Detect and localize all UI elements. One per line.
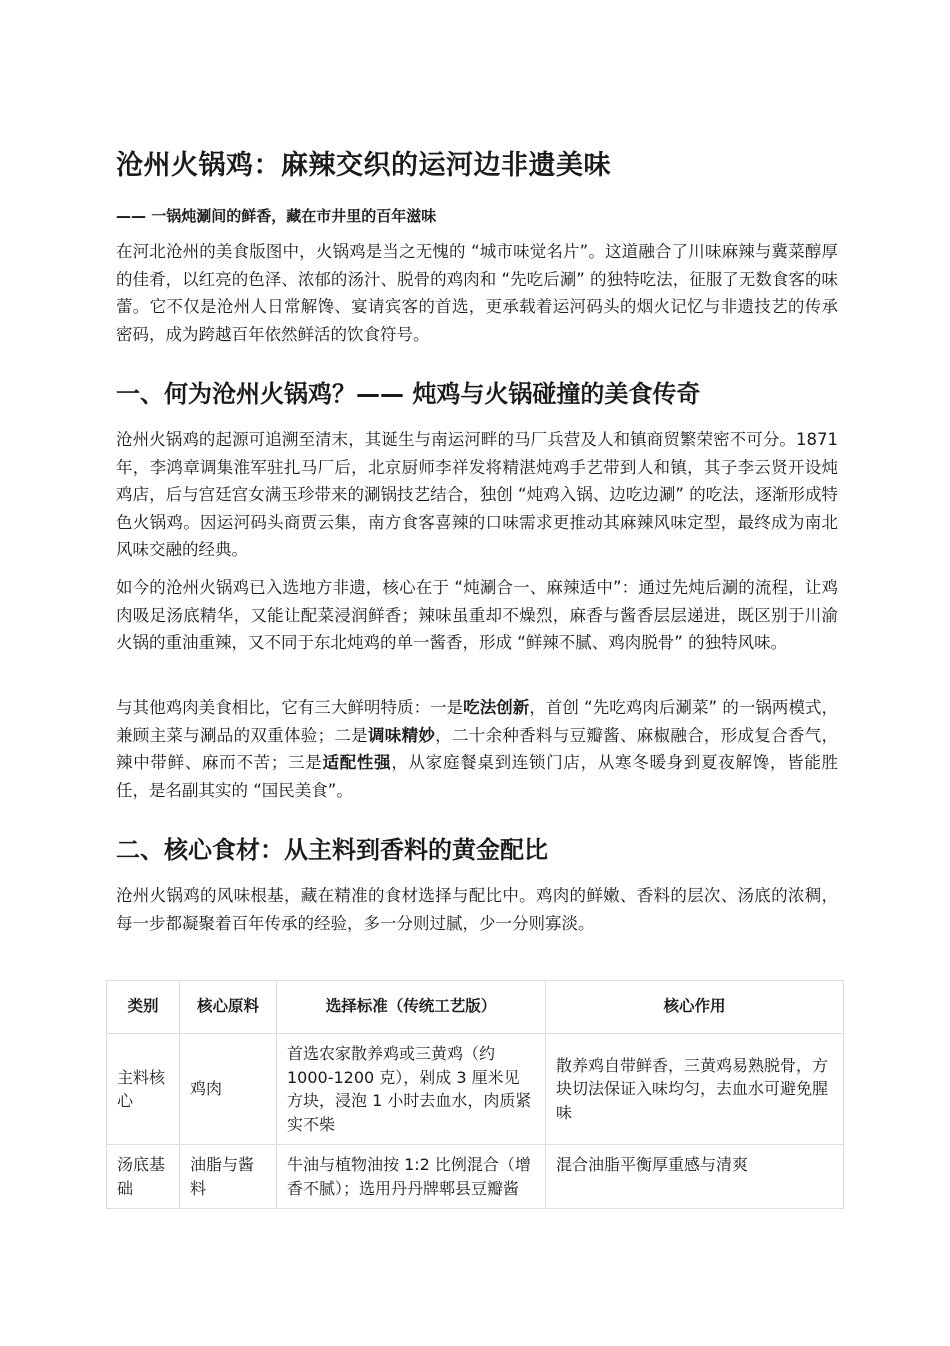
table-cell: 汤底基础 [107,1145,180,1209]
intro-paragraph: 在河北沧州的美食版图中，火锅鸡是当之无愧的 “城市味觉名片”。这道融合了川味麻辣与冀菜醇厚的佳肴，以红亮的色泽、浓郁的汤汁、脱骨的鸡肉和 “先吃后涮” 的独特吃法，征服了无数食客的味蕾。它不仅是沧州人日常解馋、宴请宾客的首选，更承载着运河码头的烟火记忆与非遗技艺的传承密码，成为跨越百年依然鲜活的饮食符号。 [116,242,838,344]
table-cell: 牛油与植物油按 1:2 比例混合（增香不腻）；选用丹丹牌郫县豆瓣酱 [277,1145,546,1209]
page-title: 沧州火锅鸡：麻辣交织的运河边非遗美味 [116,150,611,181]
table-cell: 散养鸡自带鲜香，三黄鸡易熟脱骨，方块切法保证入味均匀，去血水可避免腥味 [546,1034,844,1145]
table-cell: 油脂与酱料 [180,1145,277,1209]
highlight-seasoning: 调味精妙 [367,725,436,745]
table-row [107,1034,844,1145]
page-subtitle: —— 一锅炖涮间的鲜香，藏在市井里的百年滋味 [116,207,437,225]
section1-heading: 一、何为沧州火锅鸡？—— 炖鸡与火锅碰撞的美食传奇 [116,380,701,408]
section2-paragraph-1: 沧州火锅鸡的风味根基，藏在精准的食材选择与配比中。鸡肉的鲜嫩、香料的层次、汤底的浓稠，每一步都凝聚着百年传承的经验，多一分则过腻，少一分则寡淡。 [116,886,838,933]
table-cell: 主料核心 [107,1034,180,1145]
text-run: 与其他鸡肉美食相比，它有三大鲜明特质：一是 [116,698,464,717]
highlight-innovation: 吃法创新 [463,698,530,717]
section1-paragraph-1: 沧州火锅鸡的起源可追溯至清末，其诞生与南运河畔的马厂兵营及人和镇商贸繁荣密不可分。1871 年，李鸿章调集淮军驻扎马厂后，北京厨师李祥发将精湛炖鸡手艺带到人和镇，其子李云贤开设炖鸡店，后与宫廷宫女满玉珍带来的涮锅技艺结合，独创 “炖鸡入锅、边吃边涮” 的吃法，逐渐形成特色火锅鸡。因运河码头商贾云集，南方食客喜辣的口味需求更推动其麻辣风味定型，最终成为南北风味交融的经典。 [116,430,838,559]
section1-paragraph-3 [116,694,838,804]
header-ingredient: 核心原料 [180,981,277,1034]
table-header-row [107,981,844,1034]
section2-heading: 二、核心食材：从主料到香料的黄金配比 [116,836,548,864]
highlight-adaptability: 适配性强 [322,753,392,772]
header-function: 核心作用 [546,981,844,1034]
table-cell: 鸡肉 [180,1034,277,1145]
text-run: ，首创 “先吃鸡肉后涮菜” 的一锅两模式，兼顾主菜与涮品的双重体验；二是 [116,698,839,745]
text-run: ，二十余种香料与豆瓣酱、麻椒融合，形成复合香气，辣中带鲜、麻而不苦；三是 [116,725,839,772]
table-row [107,1145,844,1209]
text-run: ，从家庭餐桌到连锁门店，从寒冬暖身到夏夜解馋，皆能胜任，是名副其实的 “国民美食”。 [116,753,839,800]
section1-paragraph-2: 如今的沧州火锅鸡已入选地方非遗，核心在于 “炖涮合一、麻辣适中”：通过先炖后涮的流程，让鸡肉吸足汤底精华，又能让配菜浸润鲜香；辣味虽重却不燥烈，麻香与酱香层层递进，既区别于川渝火锅的重油重辣，又不同于东北炖鸡的单一酱香，形成 “鲜辣不腻、鸡肉脱骨” 的独特风味。 [116,578,838,652]
table-cell: 首选农家散养鸡或三黄鸡（约 1000-1200 克），剁成 3 厘米见方块，浸泡 1 小时去血水，肉质紧实不柴 [277,1034,546,1145]
header-category: 类别 [107,981,180,1034]
page-bottom-margin [0,1216,950,1346]
table-cell: 混合油脂平衡厚重感与清爽 [546,1145,844,1209]
header-criteria: 选择标准（传统工艺版） [277,981,546,1034]
ingredients-table [106,980,844,1209]
